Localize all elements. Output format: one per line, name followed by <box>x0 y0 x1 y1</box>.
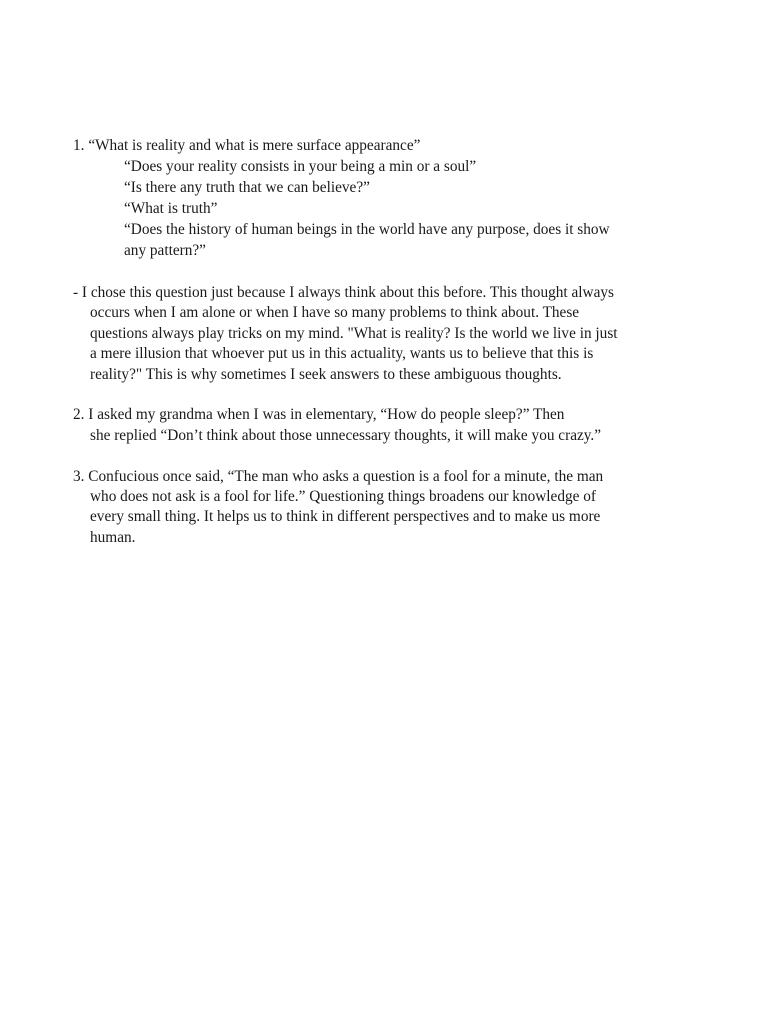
item-3-line-1: 3. Confucious once said, “The man who asks a question is a fool for a minute, the man <box>73 468 604 485</box>
reflection-line-1: - I chose this question just because I always think about this before. This thought always <box>73 284 614 301</box>
reflection-line-4: a mere illusion that whoever put us in this actuality, wants us to believe that this is <box>90 345 594 362</box>
reflection-line-3: questions always play tricks on my mind. "What is reality? Is the world we live in just <box>90 325 618 342</box>
item-3-line-3: every small thing. It helps us to think in different perspectives and to make us more <box>90 508 601 525</box>
item-1-question-4: “What is truth” <box>124 200 218 217</box>
item-3-line-2: who does not ask is a fool for life.” Questioning things broadens our knowledge of <box>90 488 596 505</box>
item-1-question-main: “What is reality and what is mere surface appearance” <box>88 137 421 154</box>
item-2-line-1: 2. I asked my grandma when I was in elementary, “How do people sleep?” Then <box>73 406 565 423</box>
item-1-question-2: “Does your reality consists in your being a min or a soul” <box>124 158 477 175</box>
item-1-question-3: “Is there any truth that we can believe?” <box>124 179 370 196</box>
item-1-question-5: “Does the history of human beings in the world have any purpose, does it show <box>124 221 610 238</box>
item-1-number: 1. <box>73 137 85 154</box>
item-3-line-4: human. <box>90 529 136 546</box>
item-1-line-1 <box>73 136 420 157</box>
item-1-question-5-cont: any pattern?” <box>124 242 206 259</box>
reflection-line-5: reality?" This is why sometimes I seek answers to these ambiguous thoughts. <box>90 366 562 383</box>
item-2-line-2: she replied “Don’t think about those unnecessary thoughts, it will make you crazy.” <box>90 427 602 444</box>
reflection-line-2: occurs when I am alone or when I have so many problems to think about. These <box>90 304 580 321</box>
